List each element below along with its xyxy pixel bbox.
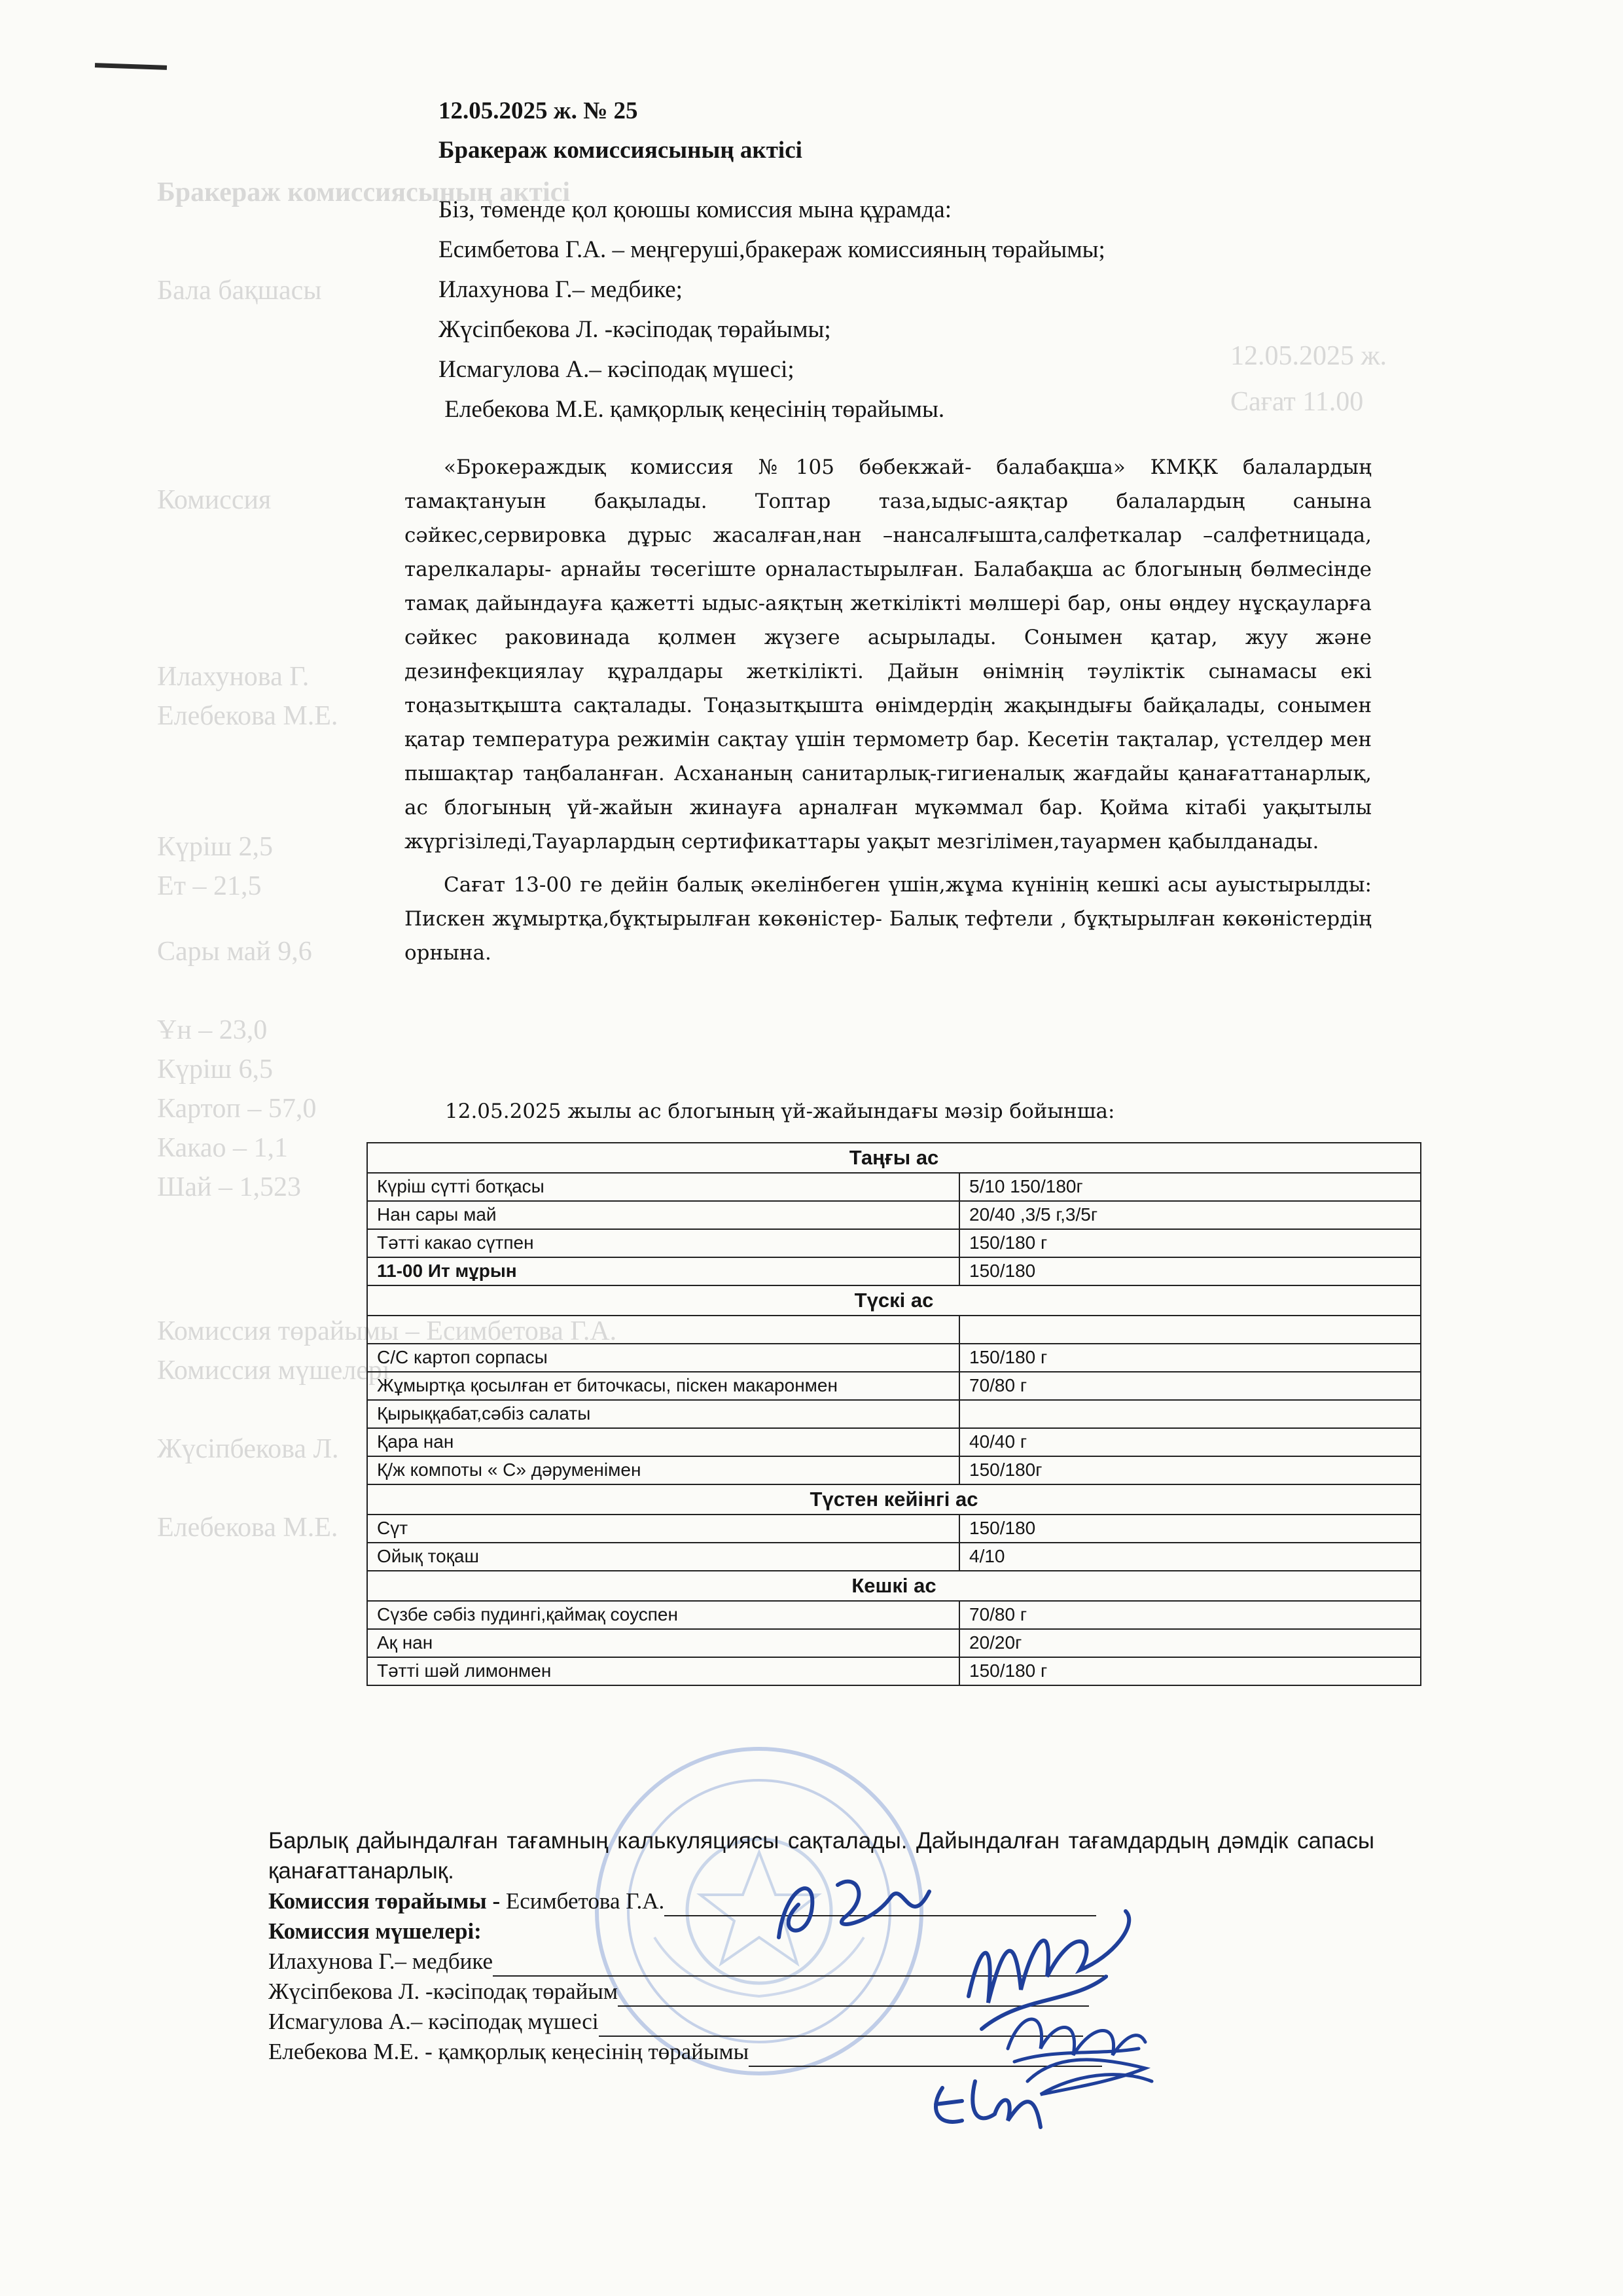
dish-portion: 40/40 г (959, 1428, 1421, 1456)
commission-composition (438, 190, 1105, 429)
document-date-number: 12.05.2025 ж. № 25 (438, 98, 638, 124)
commission-member: Илахунова Г.– медбике; (438, 276, 683, 303)
council-chair-signature (923, 2068, 1054, 2140)
menu-item-row (367, 1344, 1421, 1372)
menu-item-row (367, 1316, 1421, 1344)
dish-portion: 150/180 г (959, 1657, 1421, 1685)
chair-signature (759, 1859, 955, 1964)
chair-label: Комиссия төрайымы - (268, 1888, 501, 1914)
commission-member: Исмагулова А.– кәсіподақ мүшесі; (438, 356, 794, 383)
member-signature-line (268, 2007, 1374, 2037)
menu-item-row (367, 1372, 1421, 1400)
inspection-paragraph: «Брокераждық комиссия №105 бөбекжай- балабақша» КМҚК балалардың тамақтануын бақылады. Топтар таза,ыдыс-аяқтар балалардың санына сәйкес,сервировка дұрыс жасалған,нан –нансалғышта,салфеткалар –салфетницада, тарелкалары- арнайы төсегіште орналастырылған. Балабақша ас блогының бөлмесінде тамақ дайындауға қажетті ыдыс-аяқтың жеткілікті мөлшері бар, оны өңдеу нұсқауларға сәйкес раковинада қолмен жүзеге асырылады. Сонымен қатар, жуу және дезинфекциялау құралдары жеткілікті. Дайын өнімнің тәуліктік сынамасы екі тоңазытқышта сақталады. Тоңазытқышта өнімдердің жақындығы байқалады, сонымен қатар температура режимін сақтау үшін термометр бар. Кесетін тақталар, үстелдер мен пышақтар таңбаланған. Асхананың санитарлық-гигиеналық жағдайы қанағаттанарлық, ас блогының үй-жайын жинауға арналған мүкәммал бар. Қойма кітабі уақытылы жүргізіледі,Тауарлардың сертификаттары уақыт мезгілімен,тауармен қабылданады. (404, 456, 1372, 853)
signer-name: Жүсіпбекова Л. -кәсіподақ төрайым (268, 1979, 618, 2004)
dish-name: Тәтті шәй лимонмен (367, 1657, 959, 1685)
dish-portion: 150/180 (959, 1515, 1421, 1543)
meal-title: Кешкі ас (367, 1571, 1421, 1601)
meal-title: Таңғы ас (367, 1143, 1421, 1173)
dish-portion: 150/180г (959, 1456, 1421, 1484)
document-title: Бракераж комиссиясының актісі (438, 137, 802, 164)
menu-item-row (367, 1629, 1421, 1657)
dish-name: Жұмыртқа қосылған ет биточкасы, піскен макаронмен (367, 1372, 959, 1400)
dish-name: Сүт (367, 1515, 959, 1543)
signer-name: Исмагулова А.– кәсіподақ мүшесі (268, 2009, 599, 2034)
menu-table (366, 1142, 1421, 1686)
signer-name: Илахунова Г.– медбике (268, 1948, 493, 1974)
menu-item-row (367, 1400, 1421, 1428)
meal-title: Түскі ас (367, 1285, 1421, 1316)
substitution-paragraph: Сағат 13-00 ге дейін балық әкелінбеген үшін,жұма күнінің кешкі асы ауыстырылды: Пискен жұмыртқа,бұқтырылған көкөністер- Балық тефтели , бұқтырылған көкөністердің орнына. (404, 873, 1372, 965)
menu-item-row (367, 1657, 1421, 1685)
dish-name: Қара нан (367, 1428, 959, 1456)
members-label: Комиссия мүшелері: (268, 1918, 482, 1944)
commission-member: Жүсіпбекова Л. -кәсіподақ төрайымы; (438, 316, 831, 343)
document-header (438, 92, 802, 170)
menu-section-row (367, 1571, 1421, 1601)
meal-title: Түстен кейінгі ас (367, 1484, 1421, 1515)
menu-item-row (367, 1428, 1421, 1456)
dish-name: С/С картоп сорпасы (367, 1344, 959, 1372)
dish-name: Күріш сүтті ботқасы (367, 1173, 959, 1201)
menu-section-row (367, 1285, 1421, 1316)
dish-name: Ақ нан (367, 1629, 959, 1657)
scan-corner-mark (95, 63, 167, 70)
dish-portion: 5/10 150/180г (959, 1173, 1421, 1201)
conclusion-text: Барлық дайындалған тағамның калькуляциясы сақталады. Дайындалған тағамдардың дәмдік сапасы қанағаттанарлық. (268, 1828, 1374, 1884)
dish-name (367, 1316, 959, 1344)
dish-portion: 70/80 г (959, 1601, 1421, 1629)
dish-name: Тәтті какао сүтпен (367, 1229, 959, 1257)
menu-section-row (367, 1143, 1421, 1173)
dish-portion: 4/10 (959, 1543, 1421, 1571)
menu-item-row (367, 1543, 1421, 1571)
menu-item-row (367, 1601, 1421, 1629)
dish-name: Қ/ж компоты « С» дәруменімен (367, 1456, 959, 1484)
dish-name: 11-00 Ит мұрын (367, 1257, 959, 1285)
member-signature-line (268, 1977, 1374, 2007)
commission-intro: Біз, төменде қол қоюшы комиссия мына құрамда: (438, 196, 952, 223)
chair-name: Есимбетова Г.А. (500, 1888, 665, 1914)
dish-name: Ойық тоқаш (367, 1543, 959, 1571)
menu-item-row (367, 1201, 1421, 1229)
dish-portion: 20/20г (959, 1629, 1421, 1657)
menu-section-row (367, 1484, 1421, 1515)
dish-portion: 150/180 г (959, 1229, 1421, 1257)
dish-name: Сүзбе сәбіз пудингі,қаймақ соуспен (367, 1601, 959, 1629)
menu-item-row (367, 1173, 1421, 1201)
member-signature-line (268, 2037, 1374, 2067)
menu-item-row (367, 1456, 1421, 1484)
dish-portion (959, 1400, 1421, 1428)
commission-member: Елебекова М.Е. қамқорлық кеңесінің төрайымы. (438, 396, 945, 423)
menu-caption: 12.05.2025 жылы ас блогының үй-жайындағы мәзір бойынша: (445, 1100, 1115, 1123)
dish-name: Нан сары май (367, 1201, 959, 1229)
inspection-text (404, 450, 1372, 970)
menu-item-row (367, 1515, 1421, 1543)
commission-member: Есимбетова Г.А. – меңгеруші,бракераж комиссияның төрайымы; (438, 236, 1105, 263)
dish-name: Қырыққабат,сәбіз салаты (367, 1400, 959, 1428)
dish-portion: 70/80 г (959, 1372, 1421, 1400)
menu-item-row (367, 1229, 1421, 1257)
dish-portion: 20/40 ,3/5 г,3/5г (959, 1201, 1421, 1229)
dish-portion (959, 1316, 1421, 1344)
dish-portion: 150/180 (959, 1257, 1421, 1285)
dish-portion: 150/180 г (959, 1344, 1421, 1372)
signer-name: Елебекова М.Е. - қамқорлық кеңесінің төрайымы (268, 2039, 749, 2064)
menu-item-row (367, 1257, 1421, 1285)
